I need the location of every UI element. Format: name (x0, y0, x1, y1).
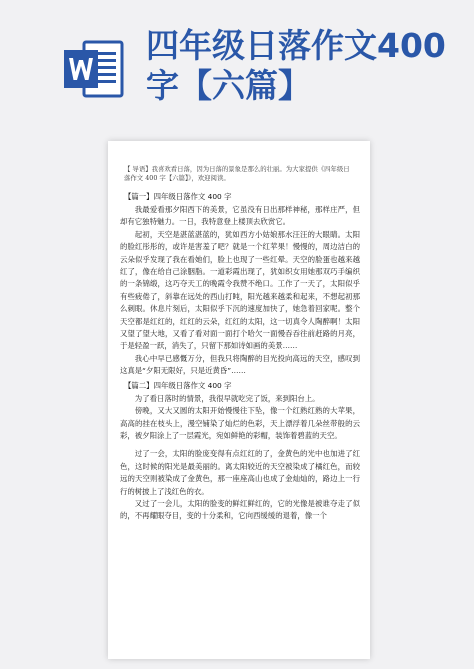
header-banner (0, 0, 474, 112)
document-page (108, 141, 370, 659)
paragraph: 又过了一会儿，太阳的脸变的鲜红鲜红的，它的光像是被谁夺走了似的，不再耀眼夺目，变的十分柔和，它向西缓缓的退着，像一个 (120, 498, 360, 521)
paragraph: 过了一会，太阳的脸庞变得有点红红的了，金黄色的光中也加进了红色，这时候的阳光是最美丽的。离太阳较近的天空被染成了橘红色，而较远的天空则被染成了金黄色，那一座座高山也成了金灿灿的，路边上一行行的树披上了浅红色的衣。 (120, 449, 360, 496)
intro-text: 【 导语】我喜欢看日落，因为日落的景象是那么的壮丽。为大家提供《四年级日落作文 400 字【六篇】》，欢迎阅读。 (124, 165, 350, 182)
document-body (120, 165, 360, 523)
paragraph: 为了看日落时的情景，我很早就吃完了饭，来到阳台上。 (134, 393, 320, 403)
paragraph: 傍晚，又大又圆的太阳开始慢慢往下坠，像一个红熟红熟的大苹果，高高的挂在枝头上，漫空铺染了灿烂的色彩，天上漂浮着几朵丝带般的云彩，被夕阳涂上了一层霞光，宛如鲜艳的彩帽，装饰着碧蓝的天空。 (120, 406, 360, 440)
word-document-icon (62, 38, 126, 100)
paragraph: 我心中早已感慨万分，但我只将陶醉的目光投向高远的天空，感叹到这真是“夕阳无限好，只是近黄昏”…… (120, 353, 360, 376)
paragraph: 我最爱看那夕阳西下的美景，它虽没有日出那样神秘，那样庄严，但却有它独特魅力。一日，我特意登上楼顶去欣赏它。 (120, 205, 360, 227)
paragraph: 起初，天空是湛蓝湛蓝的，犹如西方小姑娘那水汪汪的大眼睛。太阳的脸红彤彤的，或许是害羞了吧？就是一个红苹果！慢慢的，周边洁白的云朵似乎发现了我在看她们，脸上也现了一些红晕。天空的脸蛋也越来越红了，像在给自己涂胭脂。一道彩霞出现了，犹如织女用她那双巧手编织的一条锦缎，这巧夺天工的晚霞令我赞不绝口。工作了一天了，太阳似乎有些疲倦了，斜靠在远处的西山打盹，阳光越来越柔和起来，不想起初那么刺眼。休息片刻后，太阳似乎下沉的速度加快了，她急着回家呢。整个天空都是红红的，红红的云朵，红红的太阳，这一切真令人陶醉啊！太阳又望了望大地，又看了看对面一面打个哈欠一面慢吞吞往前赶路的月亮，于是轻盈一跃，消失了，只留下那如诗如画的美景…… (120, 229, 360, 351)
section-heading-2: 【篇二】四年级日落作文 400 字 (124, 380, 232, 390)
page-title: 四年级日落作文400字【六篇】 (146, 26, 446, 105)
section-heading-1: 【篇一】四年级日落作文 400 字 (124, 192, 232, 201)
